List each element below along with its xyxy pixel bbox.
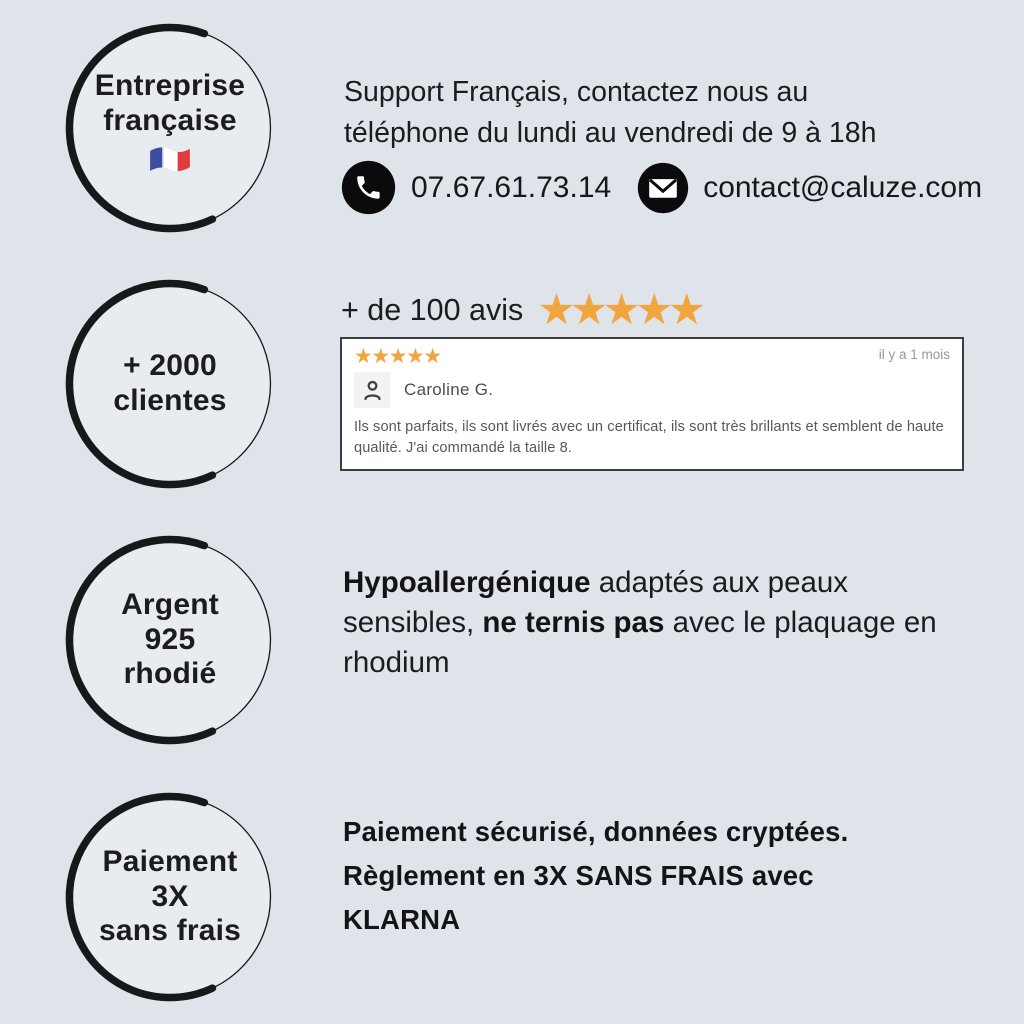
badge-entreprise-francaise: [62, 20, 278, 236]
reviews-heading-text: + de 100 avis: [341, 292, 524, 327]
badge-line: rhodié: [123, 657, 217, 691]
payment-line: Paiement sécurisé, données cryptées.: [343, 816, 849, 847]
review-timestamp: il y a 1 mois: [878, 347, 950, 362]
badge-line: française: [103, 103, 237, 137]
badge-line: Argent: [121, 587, 219, 621]
phone-icon: [341, 160, 396, 215]
badge-label: [121, 588, 219, 692]
badge-label: [99, 845, 241, 949]
five-stars-icon: ★★★★★: [537, 285, 701, 335]
review-author: Caroline G.: [404, 380, 494, 399]
badge-label: [113, 349, 226, 419]
support-line: Support Français, contactez nous au: [344, 76, 809, 108]
review-body: Ils sont parfaits, ils sont livrés avec un certificat, ils sont très brillants et semblent de haute qualité. J'ai commandé la taille 8.: [354, 419, 944, 457]
reviews-heading: [341, 285, 706, 335]
material-bold: ne ternis pas: [482, 606, 665, 640]
badge-line: Entreprise: [94, 68, 246, 102]
email-icon-wrap: [637, 162, 689, 214]
material-bold: Hypoallergénique: [343, 566, 591, 599]
payment-description: [343, 810, 849, 942]
french-flag-icon: [147, 144, 193, 178]
person-icon: [359, 377, 386, 404]
material-description: [343, 563, 961, 683]
badge-line: 3X: [151, 879, 189, 913]
material-text: adaptés aux peaux sensibles,: [343, 566, 849, 640]
badge-paiement-3x: [62, 789, 278, 1005]
phone-number[interactable]: 07.67.61.73.14: [411, 170, 612, 204]
avatar: [354, 372, 390, 408]
badge-line: clientes: [113, 384, 227, 417]
review-card: [340, 337, 964, 471]
badge-line: Paiement: [102, 844, 238, 878]
email-icon: [637, 162, 689, 214]
badge-label: [95, 69, 245, 187]
support-line: téléphone du lundi au vendredi de 9 à 18h: [344, 117, 877, 150]
badge-2000-clientes: [62, 276, 278, 492]
material-text: avec le plaquage en rhodium: [343, 606, 937, 680]
badge-line: 925: [144, 622, 196, 656]
email-address[interactable]: contact@caluze.com: [703, 170, 983, 204]
payment-line: Règlement en 3X SANS FRAIS avec: [343, 860, 814, 891]
review-stars-icon: ★★★★★: [354, 344, 441, 368]
review-author-row: [354, 372, 950, 408]
badge-argent-925: [62, 532, 278, 748]
payment-line: KLARNA: [343, 904, 461, 935]
badge-line: + 2000: [123, 349, 217, 383]
support-text: [344, 72, 876, 154]
badge-line: sans frais: [98, 914, 242, 948]
contact-row: [341, 160, 982, 215]
review-card-top: [354, 346, 950, 367]
